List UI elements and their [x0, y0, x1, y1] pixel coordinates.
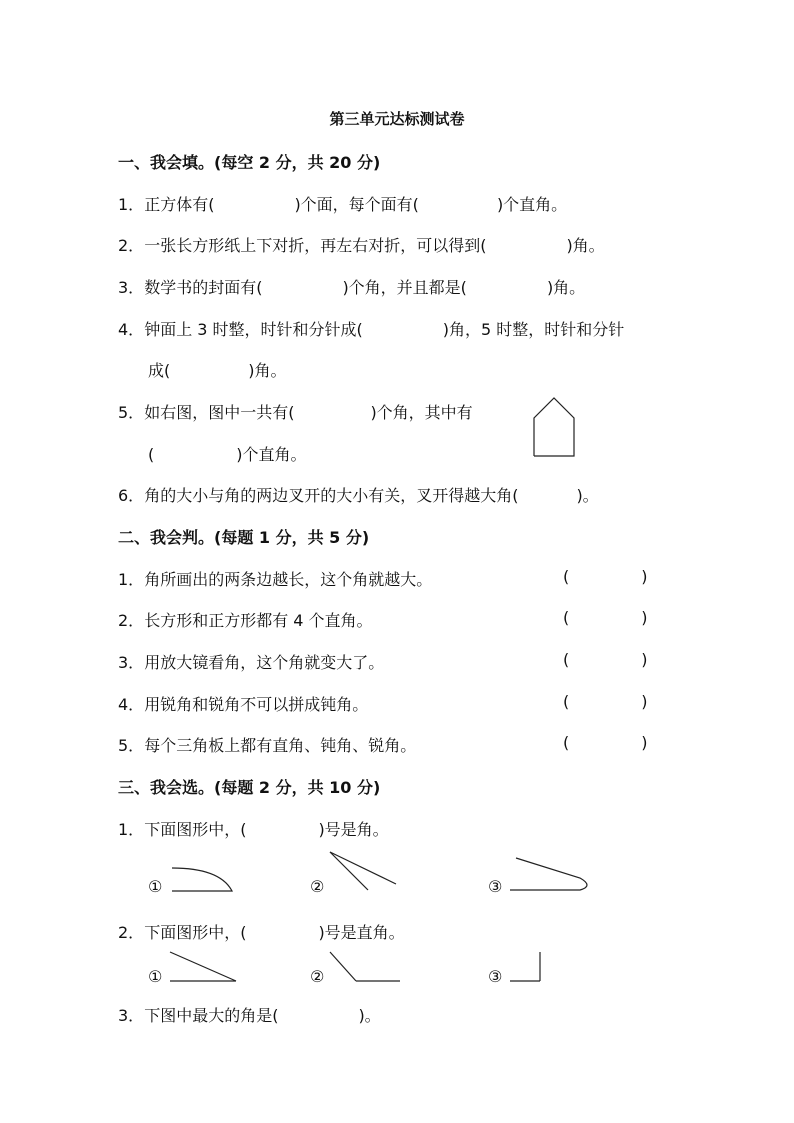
option-3-curve-figure: [508, 856, 592, 892]
judge-answer-bracket-2[interactable]: ( ): [563, 608, 648, 627]
section-choose-heading: 三、我会选。(每题 2 分，共 10 分): [118, 778, 381, 797]
judge-answer-bracket-5[interactable]: ( ): [563, 733, 648, 752]
question-text: )个面，每个面有(: [294, 195, 419, 214]
question-number: 1．: [118, 195, 145, 214]
question-text: 下面图形中，(: [144, 820, 247, 839]
question-number: 1．: [118, 820, 145, 839]
option-1-curve-figure: [170, 864, 236, 894]
option-2-obtuse-angle-figure: [328, 950, 404, 984]
option-mark-2[interactable]: ②: [310, 967, 325, 986]
question-text: 如右图，图中一共有(: [144, 403, 295, 422]
fill-question-4-cont: [148, 358, 287, 381]
question-text: 角的大小与角的两边叉开的大小有关，叉开得越大角(: [144, 486, 519, 505]
choose-question-2: [118, 920, 405, 943]
question-number: 3．: [118, 653, 145, 672]
question-text: 一张长方形纸上下对折，再左右对折，可以得到(: [144, 236, 487, 255]
question-text: 成(: [148, 361, 171, 380]
fill-question-5: [118, 400, 473, 423]
question-text: )个直角。: [496, 195, 568, 214]
option-1-acute-angle-figure: [168, 950, 240, 984]
judge-answer-bracket-1[interactable]: ( ): [563, 567, 648, 586]
question-text: )号是直角。: [318, 923, 405, 942]
fill-question-5-cont: [148, 442, 307, 465]
house-shape-figure: [530, 396, 580, 458]
question-number: 5．: [118, 403, 145, 422]
choose-question-3: [118, 1003, 381, 1026]
option-mark-3[interactable]: ③: [488, 967, 503, 986]
judge-question-2: [118, 608, 373, 631]
question-text: )角。: [248, 361, 287, 380]
question-text: )个角，并且都是(: [342, 278, 467, 297]
judge-question-4: [118, 692, 368, 715]
question-text: 正方体有(: [144, 195, 215, 214]
option-mark-3[interactable]: ③: [488, 877, 503, 896]
question-text: 长方形和正方形都有 4 个直角。: [144, 611, 373, 630]
judge-question-3: [118, 650, 384, 673]
option-mark-2[interactable]: ②: [310, 877, 325, 896]
question-text: )个角，其中有: [370, 403, 473, 422]
question-text: (: [148, 445, 155, 464]
question-text: )。: [358, 1006, 381, 1025]
judge-answer-bracket-4[interactable]: ( ): [563, 692, 648, 711]
option-3-right-angle-figure: [508, 950, 544, 984]
question-number: 2．: [118, 611, 145, 630]
question-text: 用放大镜看角，这个角就变大了。: [144, 653, 385, 672]
choose-question-1: [118, 817, 389, 840]
fill-question-4: [118, 317, 624, 340]
judge-answer-bracket-3[interactable]: ( ): [563, 650, 648, 669]
question-text: 下图中最大的角是(: [144, 1006, 279, 1025]
question-text: 每个三角板上都有直角、钝角、锐角。: [144, 736, 417, 755]
question-number: 4．: [118, 320, 145, 339]
question-text: )。: [576, 486, 599, 505]
section-fill-heading: 一、我会填。(每空 2 分，共 20 分): [118, 153, 381, 172]
question-number: 3．: [118, 1006, 145, 1025]
question-number: 4．: [118, 695, 145, 714]
question-text: )角。: [566, 236, 605, 255]
fill-question-6: [118, 483, 599, 506]
fill-question-2: [118, 233, 605, 256]
fill-question-3: [118, 275, 585, 298]
option-mark-1[interactable]: ①: [148, 877, 163, 896]
question-number: 2．: [118, 236, 145, 255]
question-text: 角所画出的两条边越长，这个角就越大。: [144, 570, 433, 589]
question-text: 用锐角和锐角不可以拼成钝角。: [144, 695, 369, 714]
option-2-angle-figure: [328, 850, 400, 890]
question-text: 钟面上 3 时整，时针和分针成(: [144, 320, 363, 339]
question-number: 5．: [118, 736, 145, 755]
question-number: 2．: [118, 923, 145, 942]
question-number: 3．: [118, 278, 145, 297]
question-text: )号是角。: [318, 820, 389, 839]
section-judge-heading: 二、我会判。(每题 1 分，共 5 分): [118, 528, 370, 547]
fill-question-1: [118, 192, 567, 215]
page-title: 第三单元达标测试卷: [329, 110, 465, 128]
judge-question-1: [118, 567, 432, 590]
judge-question-5: [118, 733, 416, 756]
option-mark-1[interactable]: ①: [148, 967, 163, 986]
question-text: )角，5 时整，时针和分针: [442, 320, 625, 339]
question-text: 下面图形中，(: [144, 923, 247, 942]
question-text: )角。: [546, 278, 586, 297]
question-text: )个直角。: [236, 445, 307, 464]
question-number: 6．: [118, 486, 145, 505]
question-text: 数学书的封面有(: [144, 278, 263, 297]
question-number: 1．: [118, 570, 145, 589]
